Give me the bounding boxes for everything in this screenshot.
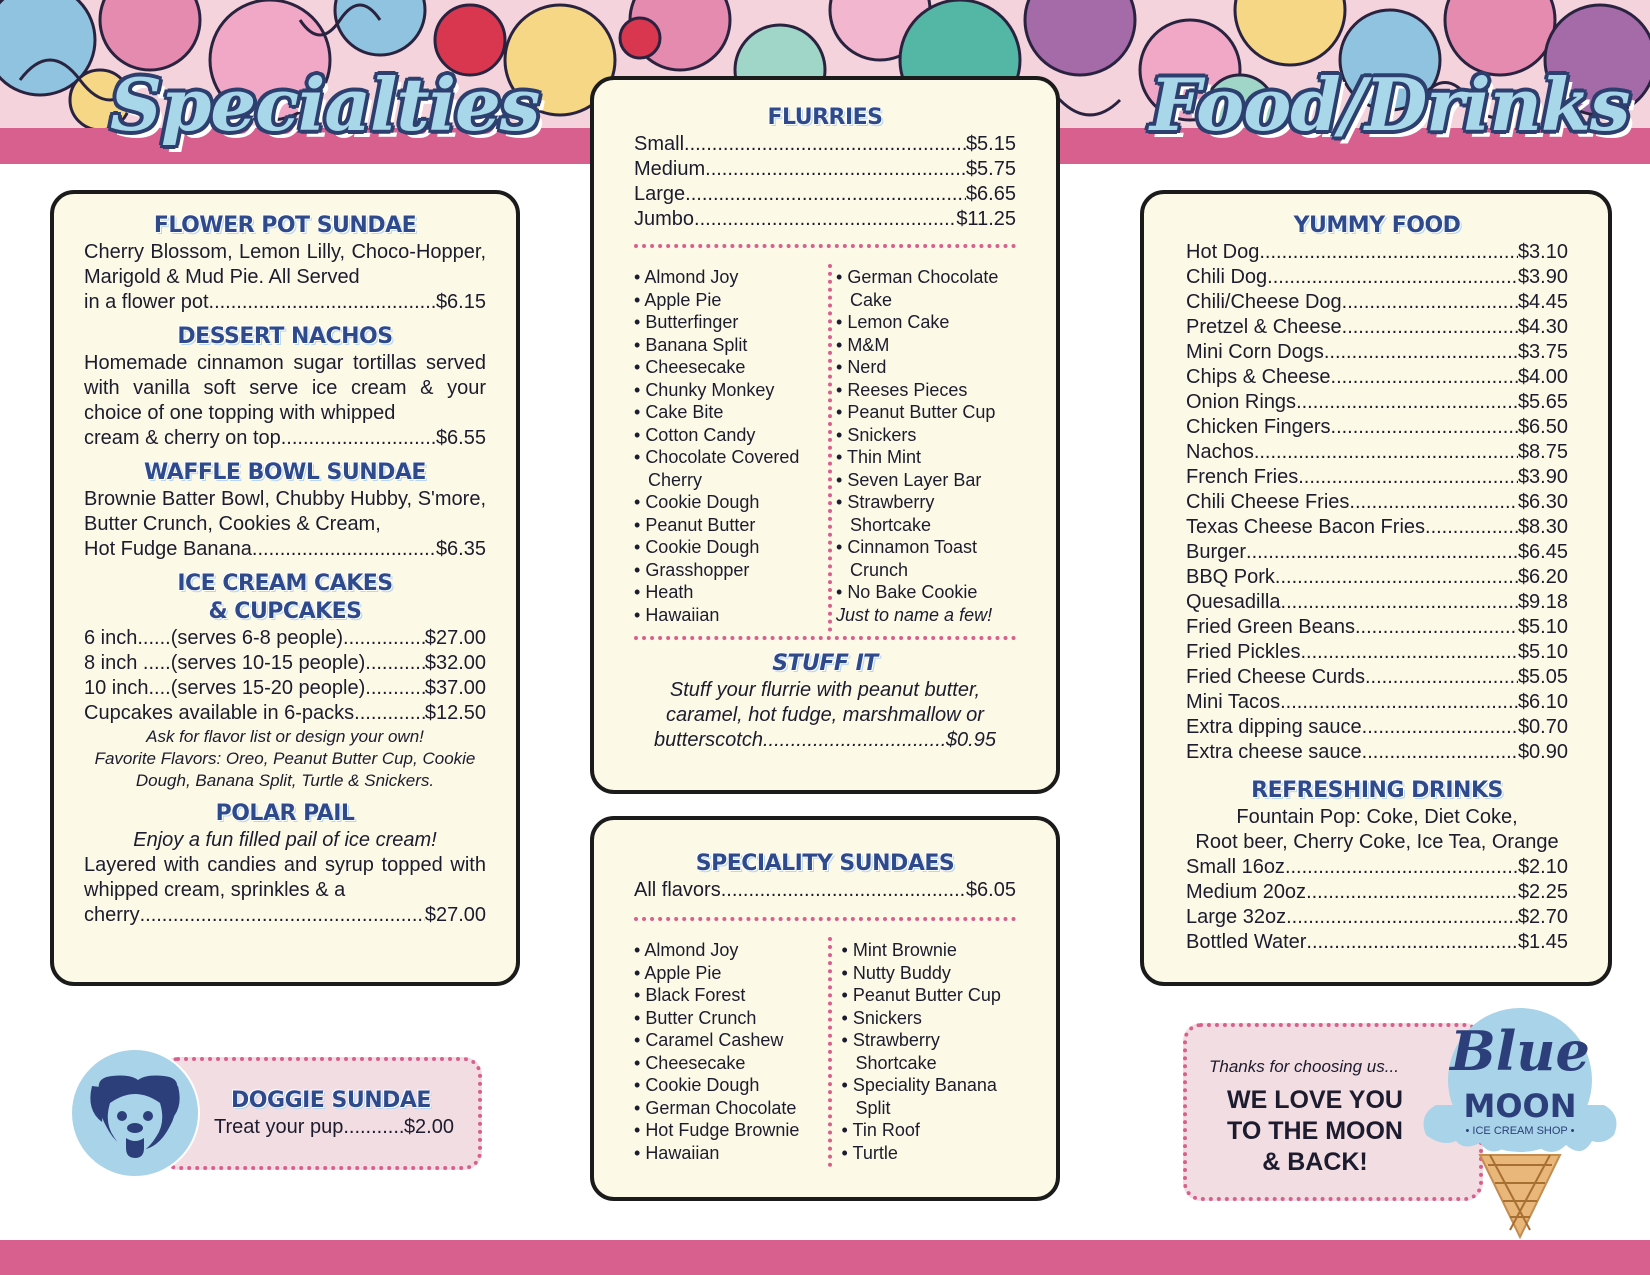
specialties-heading: Specialties [110,62,540,147]
cake-row [84,626,486,651]
food-item-row [1186,590,1568,615]
cake-name: 10 inch....(serves 15-20 people) [84,677,366,699]
flurry-size-name: Small [634,133,685,155]
flurry-flavor-item: • Cookie Dough [634,536,832,559]
polar-pail-desc: Layered with candies and syrup topped with whipped cream, sprinkles & a [84,854,486,901]
food-item-price: $5.05 [1517,666,1568,688]
favorite-flavors-note: Favorite Flavors: Oreo, Peanut Butter Cup, Cookie Dough, Banana Split, Turtle & Snickers. [94,749,476,790]
flurry-flavor-item: • Thin Mint [836,446,1016,469]
flurry-size-price: $5.15 [965,133,1016,155]
food-item-row [1186,515,1568,540]
food-item-price: $3.90 [1517,466,1568,488]
sundae-flavor-columns [634,939,1016,1164]
flurry-flavor-item: • Chocolate Covered Cherry [634,446,832,491]
flurry-size-row [634,207,1016,232]
flurry-flavor-item: • Lemon Cake [836,311,1016,334]
cake-price: $32.00 [424,652,486,674]
food-item-row [1186,415,1568,440]
food-item-row [1186,265,1568,290]
blue-moon-logo [1420,1005,1620,1240]
food-item-name: Chips & Cheese [1186,366,1331,388]
flurry-flavor-item: • Strawberry Shortcake [836,491,1016,536]
logo-tagline: • ICE CREAM SHOP • [1465,1125,1575,1137]
food-item-name: Texas Cheese Bacon Fries [1186,516,1426,538]
doggie-sundae-box [160,1057,482,1170]
food-item-price: $6.45 [1517,541,1568,563]
flurry-size-row [634,132,1016,157]
dessert-nachos-price-row: cream & cherry on top ..... $6.55 [84,426,486,451]
flurries-divider-bottom [634,636,1016,640]
flurry-size-row [634,182,1016,207]
cake-name: 6 inch......(serves 6-8 people) [84,627,344,649]
drink-item-price: $1.45 [1517,931,1568,953]
food-item-row [1186,540,1568,565]
food-item-price: $5.10 [1517,641,1568,663]
drink-item-name: Large 32oz [1186,906,1287,928]
stuff-it-title: STUFF IT [772,651,878,676]
specialties-panel [50,190,520,986]
food-item-price: $0.90 [1517,741,1568,763]
food-item-price: $9.18 [1517,591,1568,613]
stuff-it-desc: Stuff your flurrie with peanut butter, caramel, hot fudge, marshmallow or [666,679,984,726]
sundae-flavor-item: • Nutty Buddy [842,962,1016,985]
food-item-row [1186,290,1568,315]
food-item-price: $6.10 [1517,691,1568,713]
thanks-line2: TO THE MOON [1227,1117,1403,1145]
food-item-name: Mini Tacos [1186,691,1281,713]
flurry-flavor-item: • Banana Split [634,334,832,357]
food-item-name: Fried Green Beans [1186,616,1355,638]
food-item-row [1186,465,1568,490]
food-item-name: Fried Pickles [1186,641,1301,663]
flurry-flavor-item: • Hawaiian [634,604,832,627]
cake-price-list [84,626,486,726]
food-price-list [1186,240,1568,765]
food-item-price: $8.30 [1517,516,1568,538]
food-item-row [1186,440,1568,465]
food-item-row [1186,715,1568,740]
flurry-flavor-item: • Reeses Pieces [836,379,1016,402]
sundae-flavor-item: • Turtle [842,1142,1016,1165]
sundae-flavor-item: • Apple Pie [634,962,838,985]
drink-item-row [1186,855,1568,880]
cakes-title-line1: ICE CREAM CAKES [177,571,393,596]
flurry-size-list [634,132,1016,232]
flurry-flavor-item: • Nerd [836,356,1016,379]
fountain-pop-line2: Root beer, Cherry Coke, Ice Tea, Orange [1195,831,1559,853]
yummy-food-title: YUMMY FOOD [1293,213,1461,238]
sundaes-column-divider [828,937,832,1167]
food-item-price: $8.75 [1517,441,1568,463]
flurry-flavors-right [836,266,1016,604]
food-item-name: BBQ Pork [1186,566,1275,588]
doggie-price-row: Treat your pup ..... $2.00 [164,1115,478,1140]
cake-row [84,676,486,701]
sundae-flavor-item: • Almond Joy [634,939,838,962]
food-item-price: $6.20 [1517,566,1568,588]
food-drinks-panel [1140,190,1612,986]
food-item-row [1186,640,1568,665]
flurry-flavor-item: • Cotton Candy [634,424,832,447]
food-item-row [1186,240,1568,265]
sundae-flavors-right [838,939,1016,1164]
sundae-flavor-item: • Cheesecake [634,1052,838,1075]
food-item-row [1186,565,1568,590]
drink-item-row [1186,930,1568,955]
food-item-price: $3.75 [1517,341,1568,363]
food-item-price: $4.45 [1517,291,1568,313]
flurry-flavor-item: • Chunky Monkey [634,379,832,402]
food-item-name: Pretzel & Cheese [1186,316,1342,338]
flurry-flavor-item: • Cheesecake [634,356,832,379]
food-item-row [1186,390,1568,415]
speciality-sundaes-price-row: All flavors ..... $6.05 [634,878,1016,903]
food-item-price: $4.00 [1517,366,1568,388]
food-item-name: Chili/Cheese Dog [1186,291,1342,313]
cakes-title-line2: & CUPCAKES [208,599,362,624]
food-item-name: Onion Rings [1186,391,1297,413]
flurries-column-divider [828,264,832,632]
food-item-row [1186,315,1568,340]
food-item-name: French Fries [1186,466,1299,488]
speciality-sundaes-panel [590,816,1060,1201]
flower-pot-desc: Cherry Blossom, Lemon Lilly, Choco-Hopper, Marigold & Mud Pie. All Served [84,241,486,288]
refreshing-drinks-title: REFRESHING DRINKS [1251,778,1503,803]
flurries-title: FLURRIES [767,105,883,130]
sundae-flavors-left [634,939,838,1164]
flurry-flavors-left [634,266,832,626]
food-item-price: $3.90 [1517,266,1568,288]
food-item-name: Chicken Fingers [1186,416,1331,438]
logo-word-moon: MOON [1463,1087,1577,1125]
food-item-row [1186,340,1568,365]
food-item-name: Fried Cheese Curds [1186,666,1365,688]
food-item-name: Quesadilla [1186,591,1281,613]
drink-item-name: Small 16oz [1186,856,1285,878]
flurry-size-name: Large [634,183,686,205]
flurries-panel [590,76,1060,794]
flurry-flavor-item: • Cookie Dough [634,491,832,514]
flurry-size-row [634,157,1016,182]
flurry-flavor-item: • Butterfinger [634,311,832,334]
sundae-flavor-item: • Caramel Cashew [634,1029,838,1052]
flurry-flavor-columns [634,266,1016,626]
flurry-flavor-item: • Peanut Butter [634,514,832,537]
bottom-pink-band [0,1240,1650,1275]
food-item-name: Extra cheese sauce [1186,741,1362,763]
flurry-flavor-item: • Cake Bite [634,401,832,424]
cake-row [84,701,486,726]
sundae-flavor-item: • Peanut Butter Cup [842,984,1016,1007]
drink-price-list [1186,855,1568,955]
thanks-big-text [1187,1085,1443,1178]
food-item-row [1186,690,1568,715]
sundae-flavor-item: • German Chocolate [634,1097,838,1120]
food-drinks-heading: Food/Drinks [1150,62,1630,147]
speciality-sundaes-title: SPECIALITY SUNDAES [695,851,955,876]
flurry-flavor-item: • M&M [836,334,1016,357]
food-item-price: $3.10 [1517,241,1568,263]
flurry-flavor-item: • Apple Pie [634,289,832,312]
flurry-flavor-item: • Peanut Butter Cup [836,401,1016,424]
flower-pot-title: FLOWER POT SUNDAE [153,213,417,238]
stuff-it-price-row: butterscotch ..... $0.95 [634,728,1016,753]
food-item-price: $5.65 [1517,391,1568,413]
food-item-price: $0.70 [1517,716,1568,738]
polar-pail-price-row: cherry ..... $27.00 [84,903,486,928]
sundae-flavor-item: • Hot Fudge Brownie [634,1119,838,1142]
drink-item-name: Bottled Water [1186,931,1307,953]
waffle-bowl-price-row: Hot Fudge Banana ..... $6.35 [84,537,486,562]
doggie-sundae-title: DOGGIE SUNDAE [231,1088,431,1113]
food-item-row [1186,615,1568,640]
food-item-name: Mini Corn Dogs [1186,341,1324,363]
flurry-flavor-item: • Snickers [836,424,1016,447]
cake-name: 8 inch .....(serves 10-15 people) [84,652,366,674]
food-item-name: Burger [1186,541,1247,563]
sundaes-divider [634,917,1016,921]
food-item-price: $4.30 [1517,316,1568,338]
flurry-flavor-item: • Almond Joy [634,266,832,289]
sundae-flavor-item: • Speciality Banana Split [842,1074,1016,1119]
food-item-name: Chili Cheese Fries [1186,491,1350,513]
drink-item-name: Medium 20oz [1186,881,1307,903]
thanks-line3: & BACK! [1262,1148,1368,1176]
food-item-row [1186,740,1568,765]
cake-price: $27.00 [424,627,486,649]
dessert-nachos-title: DESSERT NACHOS [177,324,393,349]
food-item-price: $6.50 [1517,416,1568,438]
flurry-size-price: $6.65 [965,183,1016,205]
waffle-bowl-desc: Brownie Batter Bowl, Chubby Hubby, S'more, Butter Crunch, Cookies & Cream, [84,488,486,535]
flurry-flavor-item: • No Bake Cookie [836,581,1016,604]
drink-item-price: $2.70 [1517,906,1568,928]
food-item-row [1186,365,1568,390]
sundae-flavor-item: • Black Forest [634,984,838,1007]
food-item-price: $6.30 [1517,491,1568,513]
dessert-nachos-desc: Homemade cinnamon sugar tortillas served with vanilla soft serve ice cream & your choice of one topping with whipped [84,352,486,424]
drink-item-price: $2.25 [1517,881,1568,903]
sundae-flavor-item: • Mint Brownie [842,939,1016,962]
drink-item-price: $2.10 [1517,856,1568,878]
flurry-flavor-item: • Heath [634,581,832,604]
cake-price: $37.00 [424,677,486,699]
sundae-flavor-item: • Hawaiian [634,1142,838,1165]
cakes-note: Ask for flavor list or design your own! [146,727,424,746]
food-item-row [1186,665,1568,690]
sundae-flavor-item: • Tin Roof [842,1119,1016,1142]
flurry-size-price: $5.75 [965,158,1016,180]
food-item-name: Chili Dog [1186,266,1268,288]
sundae-flavor-item: • Butter Crunch [634,1007,838,1030]
flower-pot-price-row: in a flower pot ..... $6.15 [84,290,486,315]
thanks-small-text: Thanks for choosing us... [1209,1057,1399,1076]
food-item-name: Extra dipping sauce [1186,716,1362,738]
flurry-size-price: $11.25 [956,208,1016,230]
food-item-price: $5.10 [1517,616,1568,638]
flurry-flavor-item: • Cinnamon Toast Crunch [836,536,1016,581]
drink-item-row [1186,880,1568,905]
cake-name: Cupcakes available in 6-packs [84,702,355,724]
food-item-name: Nachos [1186,441,1254,463]
dog-face-icon [70,1048,200,1178]
thanks-line1: WE LOVE YOU [1227,1086,1403,1114]
cake-price: $12.50 [424,702,486,724]
flurry-size-name: Jumbo [634,208,695,230]
cake-row [84,651,486,676]
drink-item-row [1186,905,1568,930]
polar-pail-title: POLAR PAIL [215,801,355,826]
flurry-flavor-item: • Seven Layer Bar [836,469,1016,492]
flurry-flavor-item: • German Chocolate Cake [836,266,1016,311]
waffle-bowl-title: WAFFLE BOWL SUNDAE [144,460,426,485]
polar-pail-tagline: Enjoy a fun filled pail of ice cream! [133,829,437,851]
flurry-size-name: Medium [634,158,706,180]
sundae-flavor-item: • Strawberry Shortcake [842,1029,1016,1074]
food-item-row [1186,490,1568,515]
flurries-divider-top [634,244,1016,248]
food-item-name: Hot Dog [1186,241,1260,263]
sundae-flavor-item: • Snickers [842,1007,1016,1030]
flurry-flavors-note: Just to name a few! [836,604,993,625]
sundae-flavor-item: • Cookie Dough [634,1074,838,1097]
logo-word-blue: Blue [1450,1019,1590,1083]
flurry-flavor-item: • Grasshopper [634,559,832,582]
fountain-pop-line1: Fountain Pop: Coke, Diet Coke, [1236,806,1518,828]
